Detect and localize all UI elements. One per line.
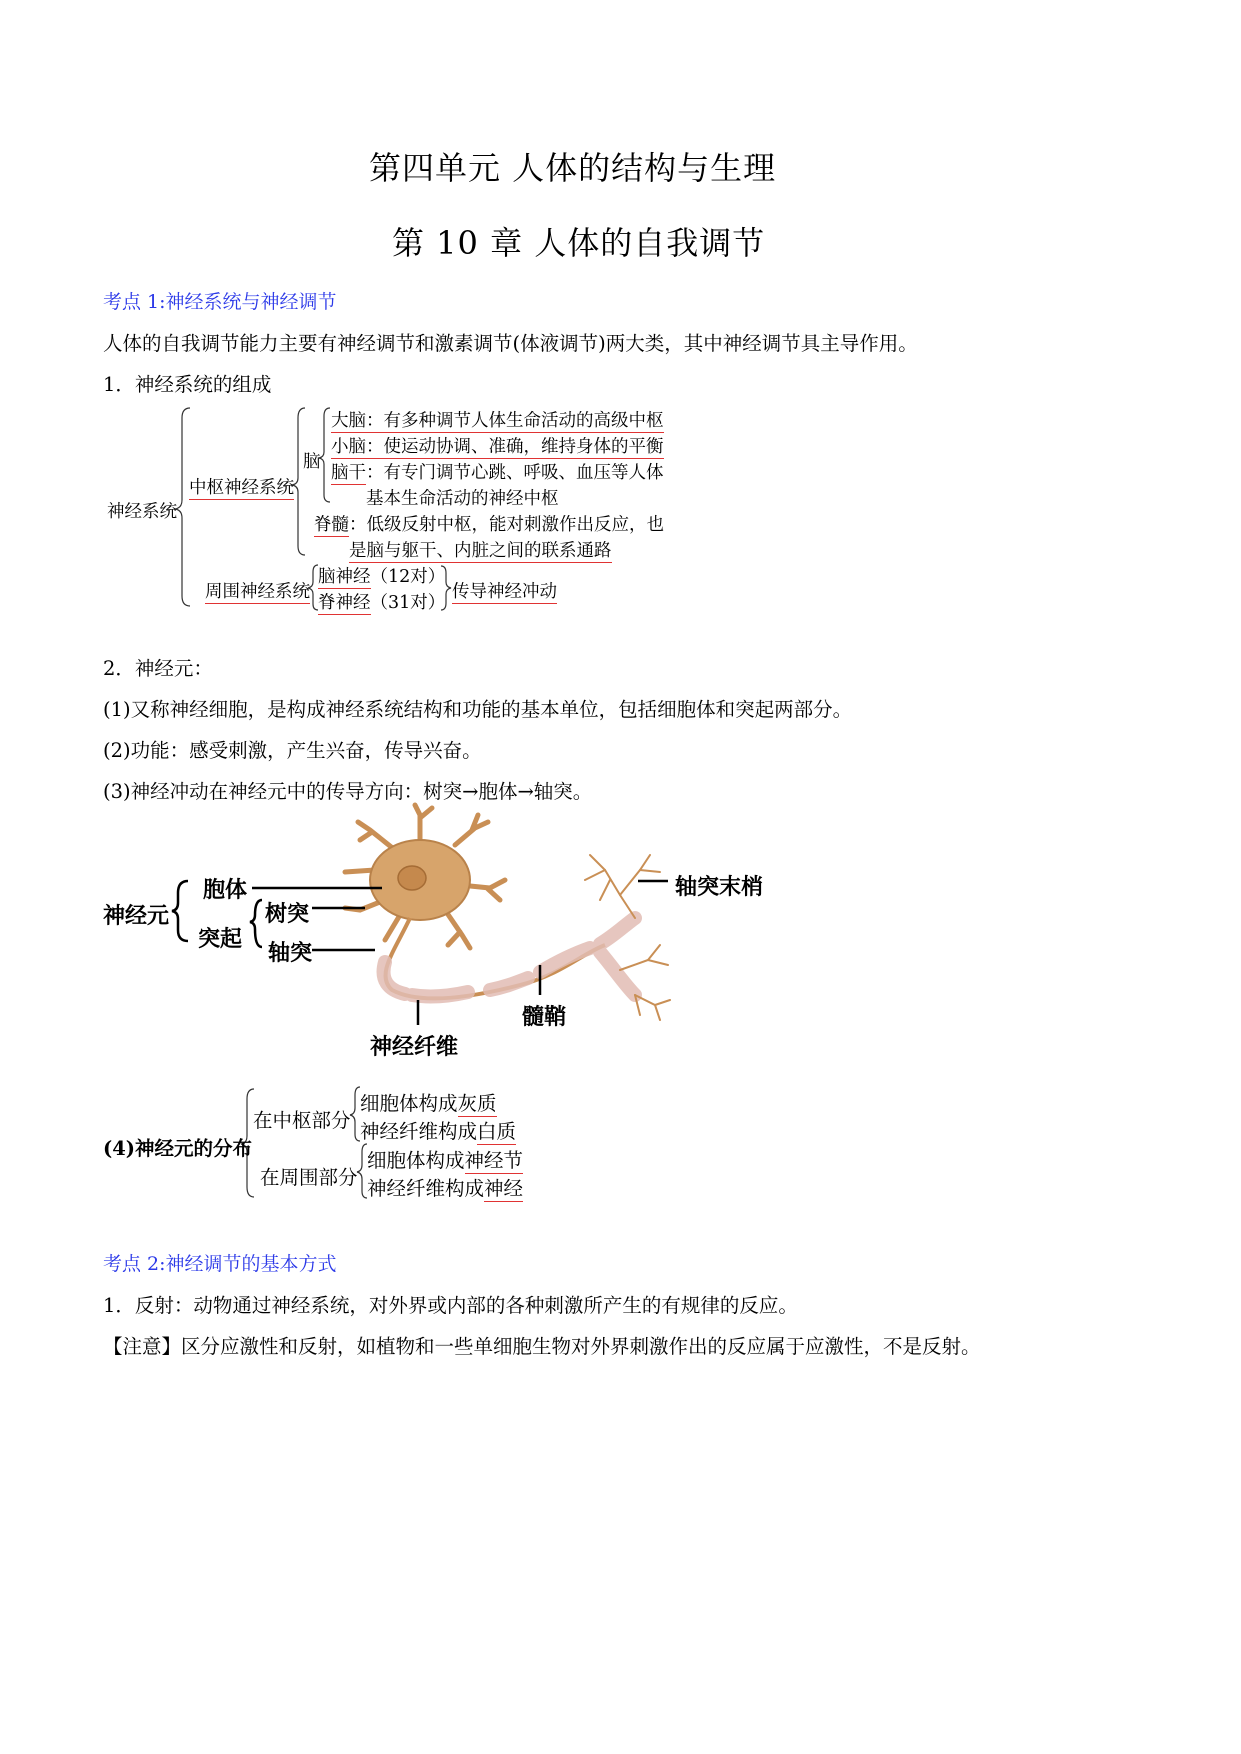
peripheral-nervous-system-label: 周围神经系统 — [205, 582, 310, 602]
label-myelin: 髓鞘 — [522, 1004, 567, 1030]
label-nerve-fiber: 神经纤维 — [370, 1034, 459, 1060]
note-paragraph: 【注意】区分应激性和反射，如植物和一些单细胞生物对外界刺激作出的反应属于应激性，不是反射。 — [103, 1335, 981, 1358]
item-2-title: 2．神经元： — [103, 657, 213, 680]
distribution-peripheral: 在周围部分 — [260, 1166, 358, 1189]
spinal-cord-label: 脊髓 — [314, 515, 349, 535]
spinal-cord-desc-2: 是脑与躯干、内脏之间的联系通路 — [349, 541, 612, 561]
distribution-p1 — [367, 1145, 523, 1173]
cranial-nerves-count: （12对） — [370, 567, 446, 587]
cerebrum-label: 大脑 — [331, 411, 366, 431]
ganglion-term: 神经节 — [464, 1149, 524, 1172]
c2-prefix: 神经纤维构成 — [360, 1120, 478, 1143]
distribution-label-text: (4)神经元的分布 — [103, 1137, 253, 1160]
distribution-c2 — [360, 1116, 516, 1144]
label-neuron: 神经元 — [103, 903, 170, 929]
brainstem-desc-1: ：有专门调节心跳、呼吸、血压等人体 — [366, 463, 664, 483]
central-nervous-system-label: 中枢神经系统 — [189, 478, 294, 498]
tree-brain: 脑 — [303, 452, 321, 472]
distribution-c1 — [360, 1088, 497, 1116]
spinal-cord-desc-1: ：低级反射中枢，能对刺激作出反应，也 — [349, 515, 664, 535]
gray-matter-term: 灰质 — [457, 1092, 497, 1115]
spinal-nerves-label: 脊神经 — [318, 593, 371, 613]
distribution-p2 — [367, 1173, 523, 1201]
paragraph-1: (1)又称神经细胞，是构成神经系统结构和功能的基本单位，包括细胞体和突起两部分。 — [103, 698, 853, 721]
distribution-label — [103, 1133, 252, 1161]
white-matter-term: 白质 — [477, 1120, 517, 1143]
p1-prefix: 细胞体构成 — [367, 1149, 465, 1172]
cranial-nerves-label: 脑神经 — [318, 567, 371, 587]
spinal-nerves-count: （31对） — [370, 593, 446, 613]
label-axon: 轴突 — [268, 940, 313, 966]
reflex-definition: 1．反射：动物通过神经系统，对外界或内部的各种刺激所产生的有规律的反应。 — [103, 1294, 798, 1317]
label-axon-terminal: 轴突末梢 — [675, 874, 764, 900]
chapter-title: 第 10 章 人体的自我调节 — [392, 224, 766, 262]
cerebellum-label: 小脑 — [331, 437, 366, 457]
tree-root: 神经系统 — [107, 502, 177, 522]
section-2-heading: 考点 2:神经调节的基本方式 — [103, 1253, 337, 1275]
nerve-term: 神经 — [484, 1177, 524, 1200]
distribution-central: 在中枢部分 — [253, 1109, 351, 1132]
tree-brainstem-2: 基本生命活动的神经中枢 — [366, 489, 559, 509]
label-dendrite: 树突 — [265, 901, 310, 927]
conduct-impulse-label: 传导神经冲动 — [452, 582, 557, 602]
brainstem-label: 脑干 — [331, 463, 366, 483]
unit-title: 第四单元 人体的结构与生理 — [369, 149, 777, 187]
item-1-title: 1．神经系统的组成 — [103, 373, 272, 396]
cerebrum-desc: ：有多种调节人体生命活动的高级中枢 — [366, 411, 664, 431]
label-process: 突起 — [198, 926, 243, 952]
paragraph-3: (3)神经冲动在神经元中的传导方向：树突→胞体→轴突。 — [103, 780, 593, 803]
section-1-heading: 考点 1:神经系统与神经调节 — [103, 291, 337, 313]
intro-paragraph: 人体的自我调节能力主要有神经调节和激素调节(体液调节)两大类，其中神经调节具主导作用。 — [103, 332, 918, 355]
c1-prefix: 细胞体构成 — [360, 1092, 458, 1115]
label-cell-body: 胞体 — [203, 877, 248, 903]
p2-prefix: 神经纤维构成 — [367, 1177, 485, 1200]
cerebellum-desc: ：使运动协调、准确，维持身体的平衡 — [366, 437, 664, 457]
paragraph-2: (2)功能：感受刺激，产生兴奋，传导兴奋。 — [103, 739, 482, 762]
